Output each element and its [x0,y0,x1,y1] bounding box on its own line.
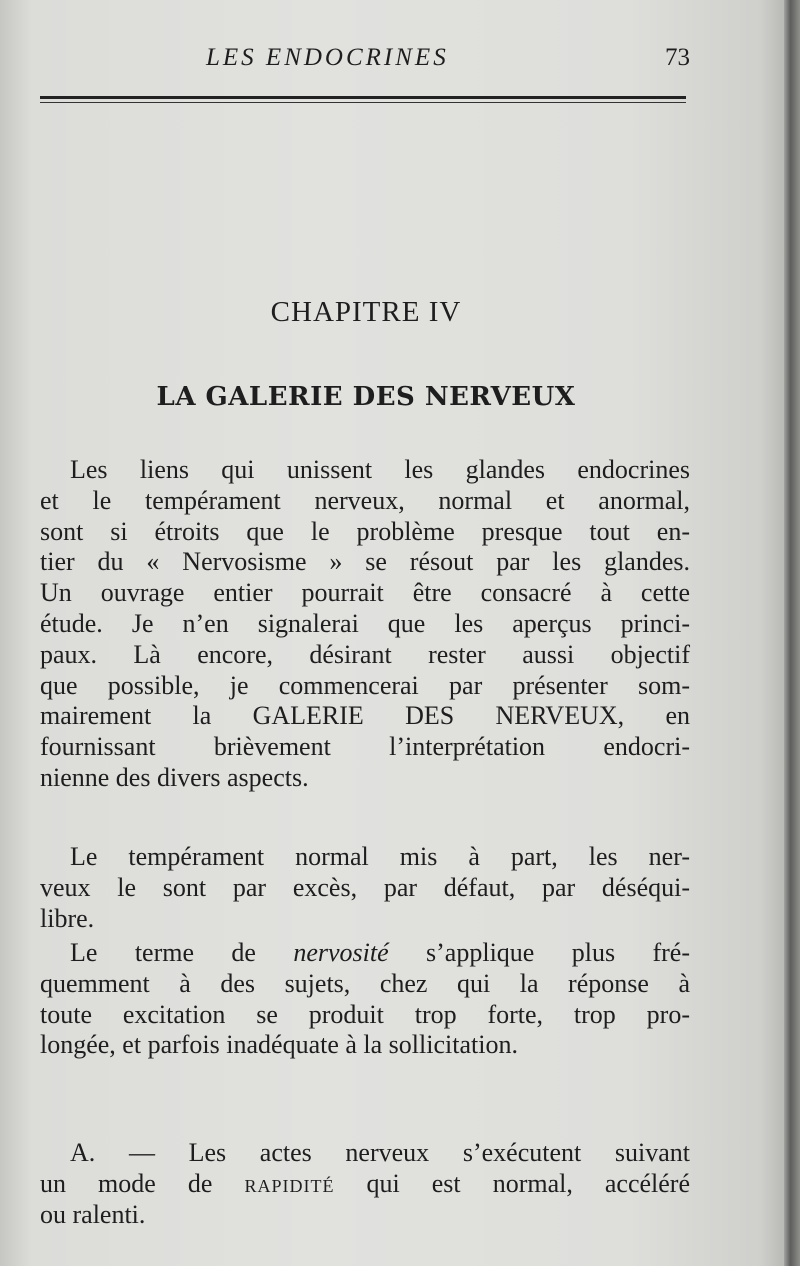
page-number: 73 [665,44,690,71]
paragraph-3-text: Le terme de [70,938,294,967]
book-spine-shadow [784,0,800,1266]
paragraph-3-line: quemment à des sujets, chez qui la réponse à [40,968,690,998]
smallcaps-rapidite: rapidité [244,1168,335,1198]
paragraph-1-line: et le tempérament nerveux, normal et anormal, [40,485,690,515]
paragraph-4-line: A. — Les actes nerveux s’exécutent suivant [70,1138,690,1167]
paragraph-1-line: paux. Là encore, désirant rester aussi objectif [40,639,690,669]
chapter-title: LA GALERIE DES NERVEUX [156,382,576,412]
header-rule [40,96,686,103]
paragraph-3-line [40,938,690,969]
chapter-label: CHAPITRE IV [270,296,462,328]
paragraph-4 [40,1138,690,1230]
paragraph-1-line: Un ouvrage entier pourrait être consacré à cette [40,578,690,608]
paragraph-4-text: qui est normal, accéléré [334,1168,691,1198]
running-head [40,44,690,80]
paragraph-1-line: Les liens qui unissent les glandes endocrines [70,455,690,484]
paragraph-2-line: libre. [40,903,95,933]
paragraph-2 [40,842,690,934]
paragraph-3-line: toute excitation se produit trop forte, trop pro- [40,999,690,1029]
paragraph-4-line: ou ralenti. [40,1199,146,1229]
paragraph-2-line: Le tempérament normal mis à part, les ner- [70,842,690,871]
paragraph-2-line: veux le sont par excès, par défaut, par déséqui- [40,872,690,902]
paragraph-3 [40,938,690,1061]
paragraph-1-line: nienne des divers aspects. [40,762,309,792]
paragraph-3-line: longée, et parfois inadéquate à la sollicitation. [40,1030,518,1060]
paragraph-4-text: un mode de [40,1168,245,1198]
emphasis-nervosite: nervosité [293,938,389,967]
paragraph-3-text: s’applique plus fré- [388,938,690,967]
paragraph-1-line: que possible, je commencerai par présenter som- [40,670,690,700]
paragraph-1-line: étude. Je n’en signalerai que les aperçus princi- [40,608,690,638]
paragraph-1-line: sont si étroits que le problème presque tout en- [40,516,690,546]
paragraph-1-line: mairement la GALERIE DES NERVEUX, en [40,701,690,731]
paragraph-1-line: fournissant brièvement l’interprétation endocri- [40,732,690,762]
running-title: LES ENDOCRINES [206,44,449,71]
paragraph-1-line: tier du « Nervosisme » se résout par les glandes. [40,547,690,577]
paragraph-1 [40,455,690,794]
paragraph-4-line [40,1169,690,1200]
